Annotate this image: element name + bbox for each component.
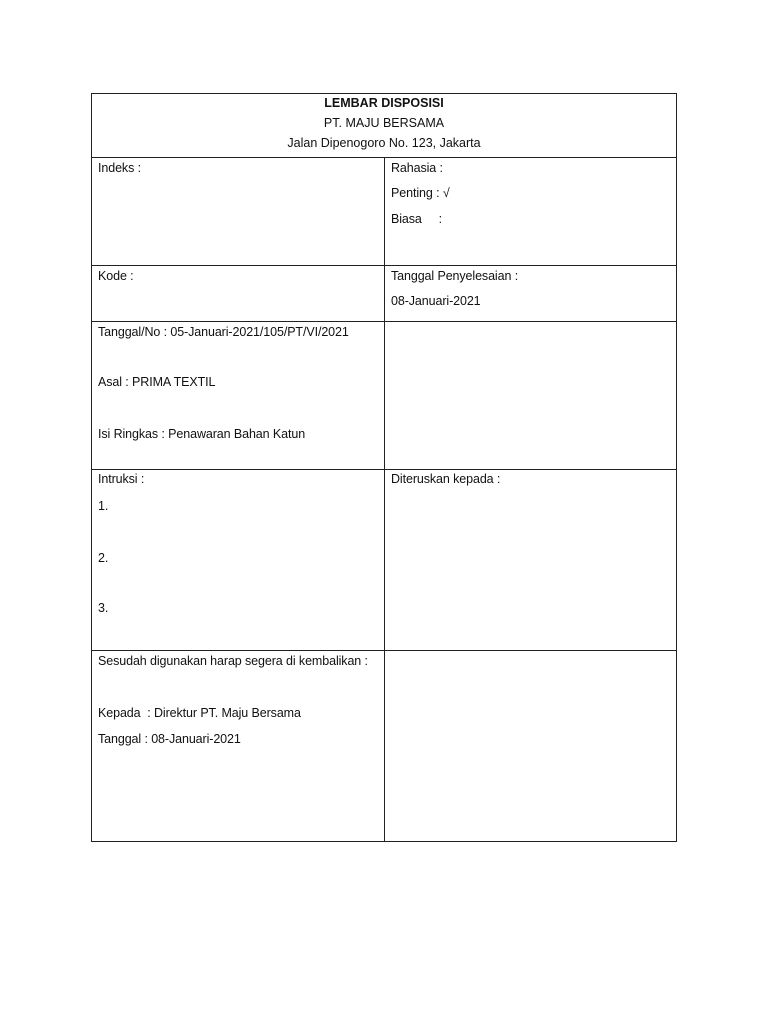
kode-cell bbox=[92, 266, 385, 321]
form-header bbox=[92, 94, 676, 158]
return-recipient: Kepada : Direktur PT. Maju Bersama bbox=[98, 706, 301, 720]
indeks-label: Indeks : bbox=[98, 161, 141, 175]
company-name: PT. MAJU BERSAMA bbox=[323, 116, 445, 130]
return-instruction: Sesudah digunakan harap segera di kembalikan : bbox=[98, 654, 368, 668]
letter-origin: Asal : PRIMA TEXTIL bbox=[98, 375, 216, 389]
return-date: Tanggal : 08-Januari-2021 bbox=[98, 732, 241, 746]
instruction-item-2: 2. bbox=[98, 551, 109, 565]
disposition-form bbox=[91, 93, 677, 842]
instructions-cell bbox=[92, 470, 385, 650]
company-address: Jalan Dipenogoro No. 123, Jakarta bbox=[287, 136, 481, 150]
forwarded-to-label: Diteruskan kepada : bbox=[391, 472, 501, 486]
letter-info-blank-cell bbox=[385, 322, 677, 469]
return-cell bbox=[92, 651, 385, 841]
row-return bbox=[92, 651, 676, 841]
completion-date-label: Tanggal Penyelesaian : bbox=[391, 269, 519, 283]
penting-label: Penting : √ bbox=[391, 186, 450, 200]
row-instructions bbox=[92, 470, 676, 651]
row-letter-info bbox=[92, 322, 676, 470]
completion-date-cell bbox=[385, 266, 677, 321]
form-title: LEMBAR DISPOSISI bbox=[324, 96, 444, 110]
letter-summary: Isi Ringkas : Penawaran Bahan Katun bbox=[98, 427, 306, 441]
biasa-label: Biasa : bbox=[391, 212, 443, 226]
return-blank-cell bbox=[385, 651, 677, 841]
row-indeks bbox=[92, 158, 676, 266]
row-kode bbox=[92, 266, 676, 322]
forwarded-to-cell bbox=[385, 470, 677, 650]
kode-label: Kode : bbox=[98, 269, 134, 283]
letter-date-number: Tanggal/No : 05-Januari-2021/105/PT/VI/2021 bbox=[98, 325, 349, 339]
completion-date-value: 08-Januari-2021 bbox=[391, 294, 481, 308]
instruction-item-1: 1. bbox=[98, 499, 109, 513]
letter-info-cell bbox=[92, 322, 385, 469]
instruction-item-3: 3. bbox=[98, 601, 109, 615]
instructions-label: Intruksi : bbox=[98, 472, 145, 486]
classification-cell bbox=[385, 158, 677, 265]
rahasia-label: Rahasia : bbox=[391, 161, 443, 175]
indeks-cell bbox=[92, 158, 385, 265]
